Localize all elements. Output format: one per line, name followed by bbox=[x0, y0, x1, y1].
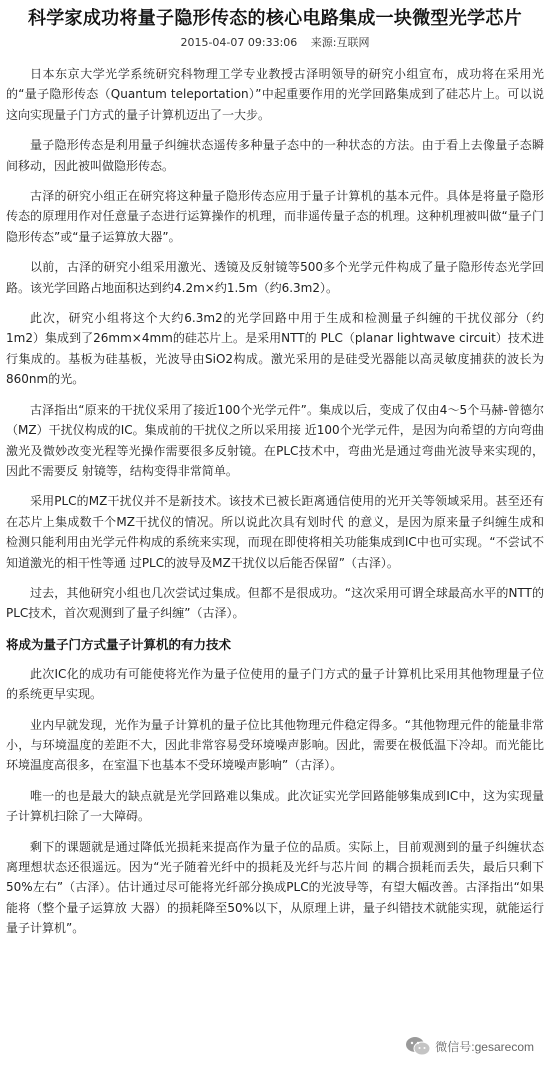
article-paragraph: 过去，其他研究小组也几次尝试过集成。但都不是很成功。“这次采用可谓全球最高水平的NTT的PLC技术，首次观测到了量子纠缠”（古泽）。 bbox=[6, 585, 544, 621]
article-body bbox=[6, 64, 544, 939]
article-paragraph: 业内早就发现，光作为量子计算机的量子位比其他物理元件稳定得多。“其他物理元件的能量非常小，与环境温度的差距不大，因此非常容易受环境噪声影响。因此，需要在极低温下冷却。而光能比环境温度高很多，在室温下也基本不受环境噪声影响”（古泽）。 bbox=[6, 717, 544, 773]
article-paragraph: 唯一的也是最大的缺点就是光学回路难以集成。此次证实光学回路能够集成到IC中，这为实现量子计算机扫除了一大障碍。 bbox=[6, 788, 544, 824]
article-paragraph: 古泽指出“原来的干扰仪采用了接近100个光学元件”。集成以后，变成了仅由4～5个马赫-曾德尔（MZ）干扰仪构成的IC。集成前的干扰仪之所以采用接 近100个光学元件，是因为向希望的方向弯曲激光及微妙改变光程等光操作需要很多反射镜。在PLC技术中，弯曲光是通过弯曲光波导来实现的，因此不需要反 射镜等，结构变得非常简单。 bbox=[6, 402, 544, 478]
article-meta bbox=[6, 36, 544, 50]
article-paragraph: 此次IC化的成功有可能使将光作为量子位使用的量子门方式的量子计算机比采用其他物理量子位的系统更早实现。 bbox=[6, 666, 544, 702]
article-paragraph: 剩下的课题就是通过降低光损耗来提高作为量子位的品质。实际上，目前观测到的量子纠缠状态离理想状态还很遥远。因为“光子随着光纤中的损耗及光纤与芯片间 的耦合损耗而丢失，最后只剩下50%左右”（古泽）。估计通过尽可能将光纤部分换成PLC的光波导等，有望大幅改善。古泽指出“如果能将（整个量子运算放 大器）的损耗降至50%以下，从原理上讲，量子纠错技术就能实现，就能运行量子计算机”。 bbox=[6, 839, 544, 936]
article-paragraph: 量子隐形传态是利用量子纠缠状态遥传多种量子态中的一种状态的方法。由于看上去像量子态瞬间移动，因此被叫做隐形传态。 bbox=[6, 138, 544, 173]
article-paragraph: 古泽的研究小组正在研究将这种量子隐形传态应用于量子计算机的基本元件。具体是将量子隐形传态的原理用作对任意量子态进行运算操作的机理，而非遥传量子态的机理。这种机理被叫做“量子门隐形传态”或“量子运算放大器”。 bbox=[6, 189, 544, 244]
article-paragraph: 日本东京大学光学系统研究科物理工学专业教授古泽明领导的研究小组宣布，成功将在采用光的“量子隐形传态（Quantum teleportation）”中起重要作用的光学回路集成到了硅芯片上。可以说这向实现量子门方式的量子计算机迈出了一大步。 bbox=[6, 67, 544, 122]
article-source: 来源:互联网 bbox=[310, 36, 370, 49]
article-date: 2015-04-07 09:33:06 bbox=[180, 36, 298, 49]
article-title: 科学家成功将量子隐形传态的核心电路集成一块微型光学芯片 bbox=[27, 8, 523, 29]
article-paragraph: 采用PLC的MZ干扰仪并不是新技术。该技术已被长距离通信使用的光开关等领域采用。甚至还有在芯片上集成数千个MZ干扰仪的情况。所以说此次具有划时代 的意义，是因为原来量子纠缠生成和检测只能利用由光学元件构成的系统来实现，而现在即使将相关功能集成到IC中也可实现。“不尝试不知道激光的相干性等通 过PLC的波导及MZ干扰仪以后能否保留”（古泽）。 bbox=[6, 494, 544, 570]
wechat-watermark bbox=[399, 1034, 540, 1058]
article-paragraph: 以前，古泽的研究小组采用激光、透镜及反射镜等500多个光学元件构成了量子隐形传态光学回路。该光学回路占地面积达到约4.2m×约1.5m（约6.3m2）。 bbox=[6, 260, 544, 295]
watermark-text: 微信号:gesarecom bbox=[435, 1039, 534, 1054]
section-heading: 将成为量子门方式量子计算机的有力技术 bbox=[6, 636, 232, 652]
article-paragraph: 此次，研究小组将这个大约6.3m2的光学回路中用于生成和检测量子纠缠的干扰仪部分（约1m2）集成到了26mm×4mm的硅芯片上。是采用NTT的 PLC（planar lightwave circuit）技术进行集成的。基板为硅基板，光波导由SiO2构成。激光采用的是硅受光器能以高灵敏度捕获的波长为860nm的光。 bbox=[6, 311, 544, 387]
wechat-icon bbox=[405, 1036, 431, 1056]
